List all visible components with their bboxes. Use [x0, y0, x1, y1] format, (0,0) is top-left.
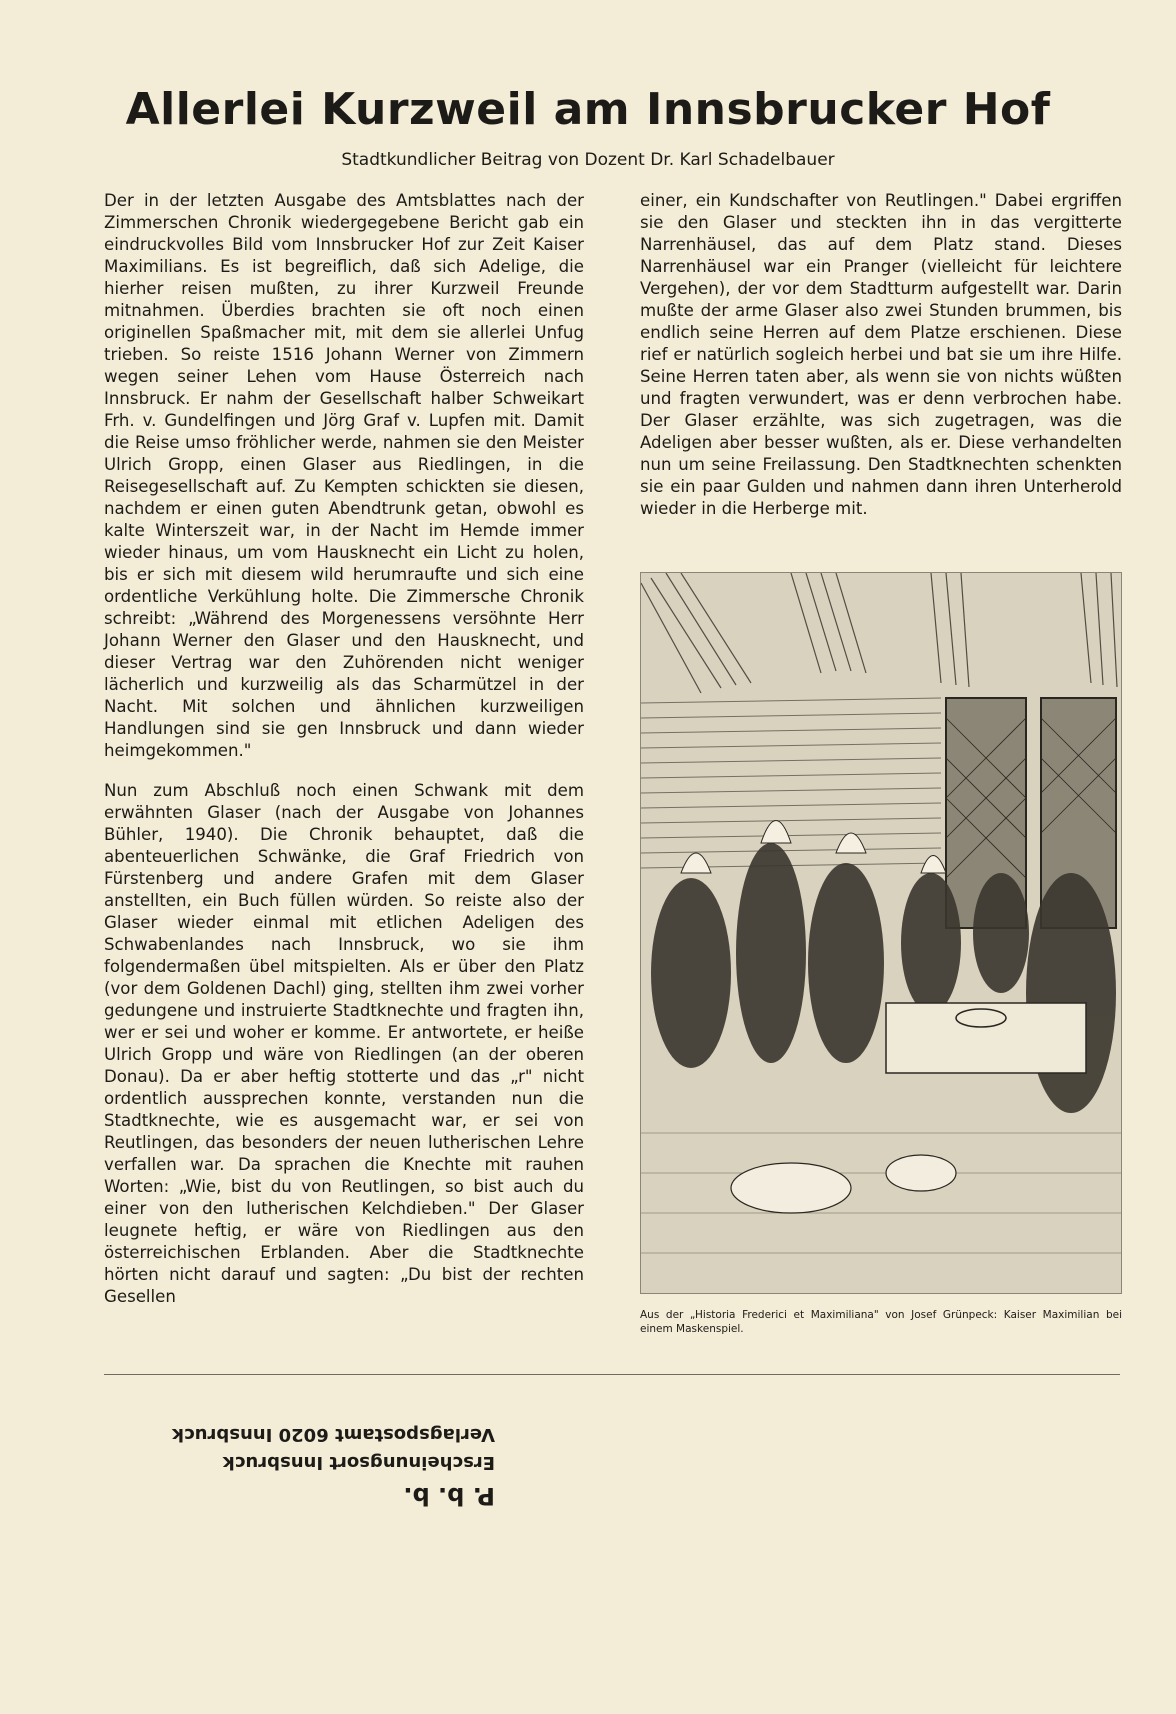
paragraph: Der in der letzten Ausgabe des Amtsblattes nach der Zimmerschen Chronik wiedergegebene Bericht gab ein eindruckvolles Bild vom Innsbrucker Hof zur Zeit Kaiser Maximilians. Es ist begreiflich, daß sich Adelige, die hierher reisen mußten, zu ihrer Kurzweil Freunde mitnahmen. Überdies brachten sie oft noch einen originellen Spaßmacher mit, mit dem sie allerlei Unfug trieben. So reiste 1516 Johann Werner von Zimmern wegen seiner Lehen vom Hause Österreich nach Innsbruck. Er nahm der Gesellschaft halber Schweikart Frh. v. Gundelfingen und Jörg Graf v. Lupfen mit. Damit die Reise umso fröhlicher werde, nahmen sie den Meister Ulrich Gropp, einen Glaser aus Riedlingen, in die Reisegesellschaft auf. Zu Kempten schickten sie diesen, nachdem er einen guten Abendtrunk getan, obwohl es kalte Winterszeit war, in der Nacht im Hemde immer wieder hinaus, um vom Hausknecht ein Licht zu holen, bis er sich mit diesem wild herumraufte und sich eine ordentliche Verkühlung holte. Die Zimmersche Chronik schreibt: „Während des Morgenessens versöhnte Herr Johann Werner den Glaser und den Hausknecht, und dieser Vertrag war den Zuhörenden nicht weniger lächerlich und kurzweilig als das Scharmützel in der Nacht. Mit solchen und ähnlichen kurzweiligen Handlungen sind sie gen Innsbruck und dann wieder heimgekommen.": [104, 191, 584, 760]
mailing-line: Erscheinungsort Innsbruck: [222, 1452, 495, 1473]
left-column: [104, 190, 584, 1326]
article-title: Allerlei Kurzweil am Innsbrucker Hof: [125, 84, 1051, 135]
paragraph: einer, ein Kundschafter von Reutlingen." Dabei ergriffen sie den Glaser und steckten ihn in das vergitterte Narrenhäusel, das auf dem Platz stand. Dieses Narrenhäusel war ein Pranger (vielleicht für leichtere Vergehen), der vor dem Stadtturm aufgestellt war. Darin mußte der arme Glaser also zwei Stunden brummen, bis endlich seine Herren auf dem Platze erschienen. Diese rief er natürlich sogleich herbei und bat sie um ihre Hilfe. Seine Herren taten aber, als wenn sie von nichts wüßten und fragten verwundert, was er denn verbrochen habe. Der Glaser erzählte, was sich zugetragen, was die Adeligen aber besser wußten, als er. Diese verhandelten nun um seine Freilassung. Den Stadtknechten schenkten sie ein paar Gulden und nahmen dann ihren Unterherold wieder in die Herberge mit.: [640, 191, 1122, 518]
illustration-caption: Aus der „Historia Frederici et Maximiliana" von Josef Grünpeck: Kaiser Maximilian bei einem Maskenspiel.: [640, 1309, 1122, 1335]
right-column: [640, 190, 1122, 538]
mailing-line: Verlagspostamt 6020 Innsbruck: [172, 1424, 495, 1445]
mailing-line: P. b. b.: [403, 1482, 495, 1510]
article-subtitle: Stadtkundlicher Beitrag von Dozent Dr. Karl Schadelbauer: [341, 150, 835, 170]
paragraph: Nun zum Abschluß noch einen Schwank mit dem erwähnten Glaser (nach der Ausgabe von Johannes Bühler, 1940). Die Chronik behauptet, daß die abenteuerlichen Schwänke, die Graf Friedrich von Fürstenberg und andere Grafen mit dem Glaser anstellten, ein Buch füllen würden. So reiste also der Glaser wieder einmal mit etlichen Adeligen des Schwabenlandes nach Innsbruck, wo sie ihm folgendermaßen übel mitspielten. Als er über den Platz (vor dem Goldenen Dachl) ging, stellten ihm zwei vorher gedungene und instruierte Stadtknechte und fragten ihn, wer er sei und woher er komme. Er antwortete, er heiße Ulrich Gropp und wäre von Riedlingen (an der oberen Donau). Da er aber heftig stotterte und das „r" nicht ordentlich aussprechen konnte, verstanden nun die Stadtknechte, wie es ausgemacht war, er sei von Reutlingen, das besonders der neuen lutherischen Lehre verfallen war. Da sprachen die Knechte mit rauhen Worten: „Wie, bist du von Reutlingen, so bist auch du einer von den lutherischen Kelchdieben." Der Glaser leugnete heftig, er wäre von Riedlingen aus den österreichischen Erblanden. Aber die Stadtknechte hörten nicht darauf und sagten: „Du bist der rechten Gesellen: [104, 781, 584, 1306]
engraving-illustration: [640, 572, 1122, 1294]
divider: [104, 1374, 1120, 1375]
mailing-address-block: [95, 1420, 495, 1516]
